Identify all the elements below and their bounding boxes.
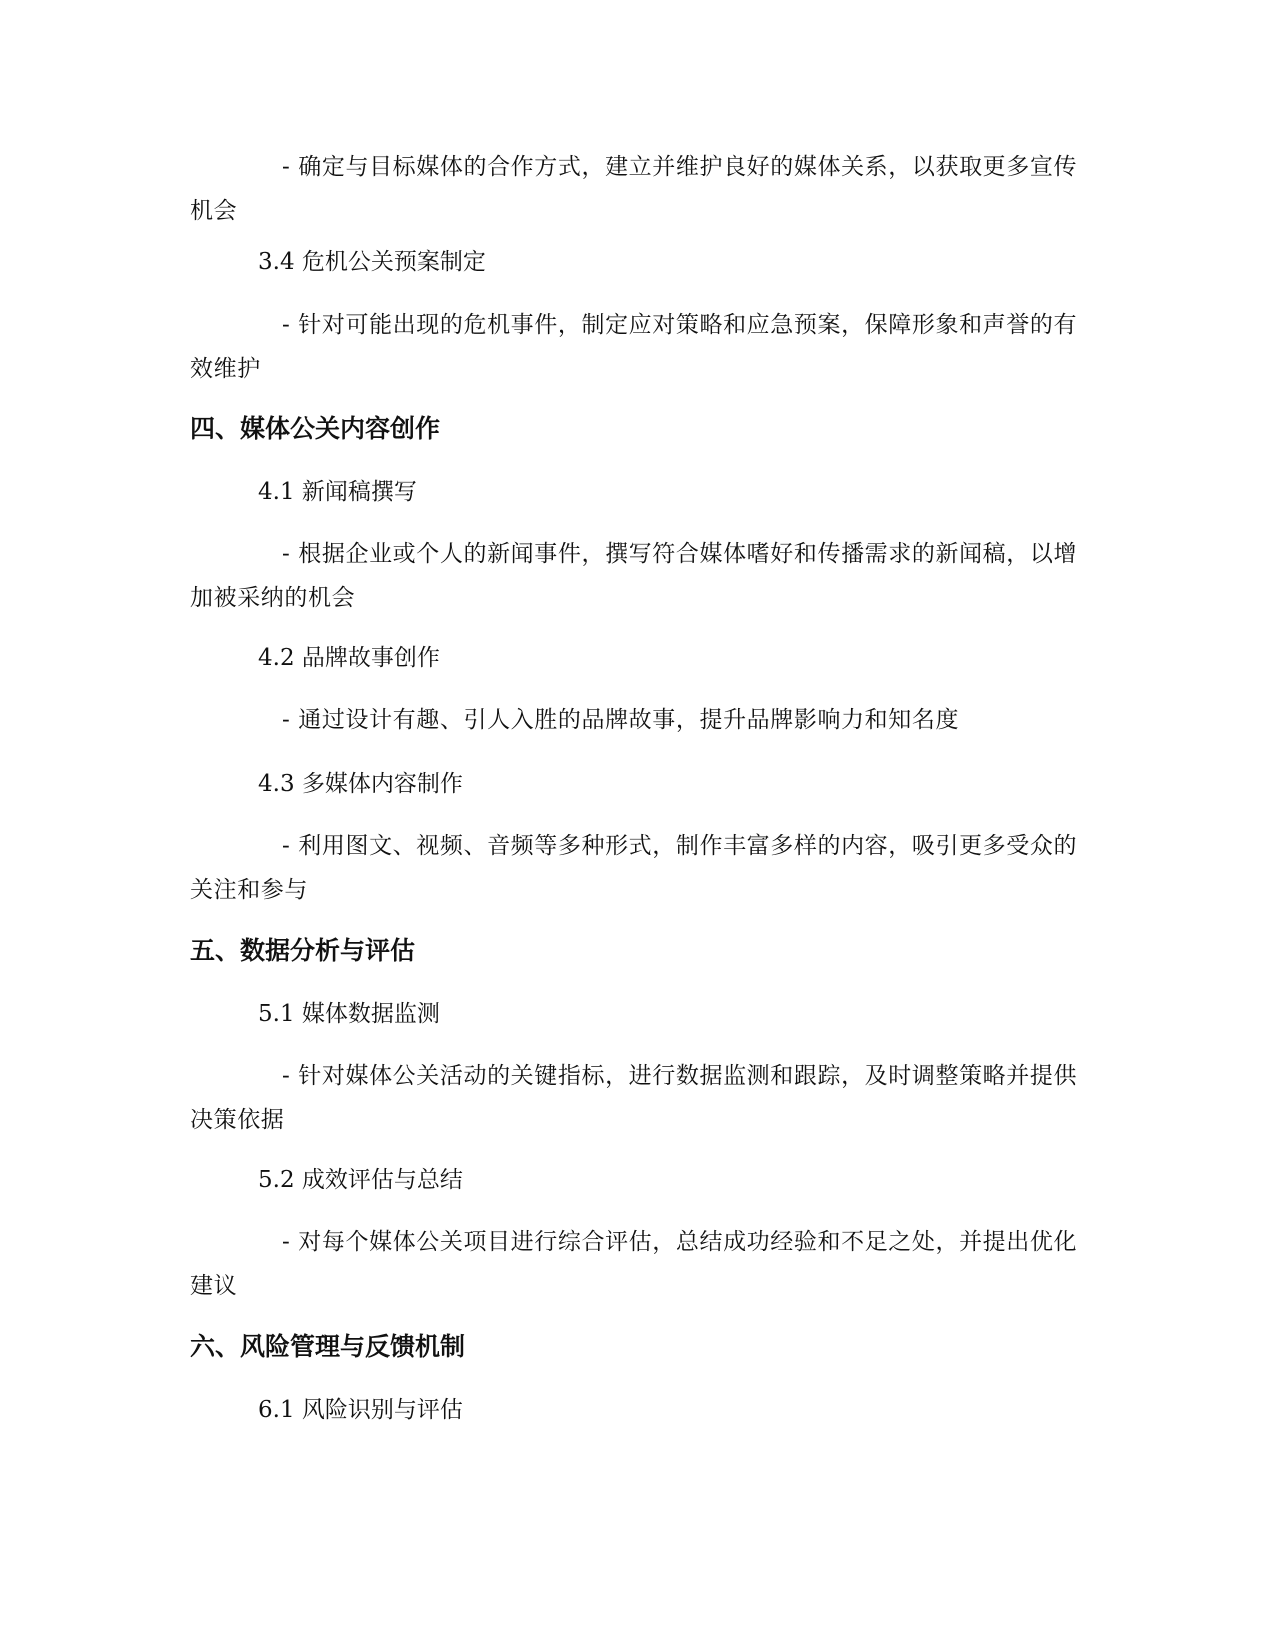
paragraph-brand-story: - 通过设计有趣、引人入胜的品牌故事，提升品牌影响力和知名度 xyxy=(282,707,960,733)
paragraph-data-monitoring: - 针对媒体公关活动的关键指标，进行数据监测和跟踪，及时调整策略并提供决策依据 xyxy=(190,1063,1078,1133)
subheading-5-1: 5.1 媒体数据监测 xyxy=(258,1001,440,1027)
subheading-6-1: 6.1 风险识别与评估 xyxy=(258,1397,463,1423)
paragraph-media-cooperation: - 确定与目标媒体的合作方式，建立并维护良好的媒体关系，以获取更多宣传机会 xyxy=(190,154,1078,224)
subheading-3-4: 3.4 危机公关预案制定 xyxy=(258,249,486,275)
subheading-4-1: 4.1 新闻稿撰写 xyxy=(258,479,417,505)
subheading-5-2: 5.2 成效评估与总结 xyxy=(258,1167,463,1193)
heading-section-4: 四、媒体公关内容创作 xyxy=(190,414,441,443)
paragraph-evaluation: - 对每个媒体公关项目进行综合评估，总结成功经验和不足之处，并提出优化建议 xyxy=(190,1229,1078,1299)
paragraph-crisis-plan: - 针对可能出现的危机事件，制定应对策略和应急预案，保障形象和声誉的有效维护 xyxy=(190,312,1078,382)
subheading-4-3: 4.3 多媒体内容制作 xyxy=(258,771,463,797)
heading-section-5: 五、数据分析与评估 xyxy=(190,936,416,965)
paragraph-multimedia: - 利用图文、视频、音频等多种形式，制作丰富多样的内容，吸引更多受众的关注和参与 xyxy=(190,833,1078,903)
subheading-4-2: 4.2 品牌故事创作 xyxy=(258,645,440,671)
paragraph-press-release: - 根据企业或个人的新闻事件，撰写符合媒体嗜好和传播需求的新闻稿，以增加被采纳的机会 xyxy=(190,541,1078,611)
heading-section-6: 六、风险管理与反馈机制 xyxy=(190,1332,466,1361)
